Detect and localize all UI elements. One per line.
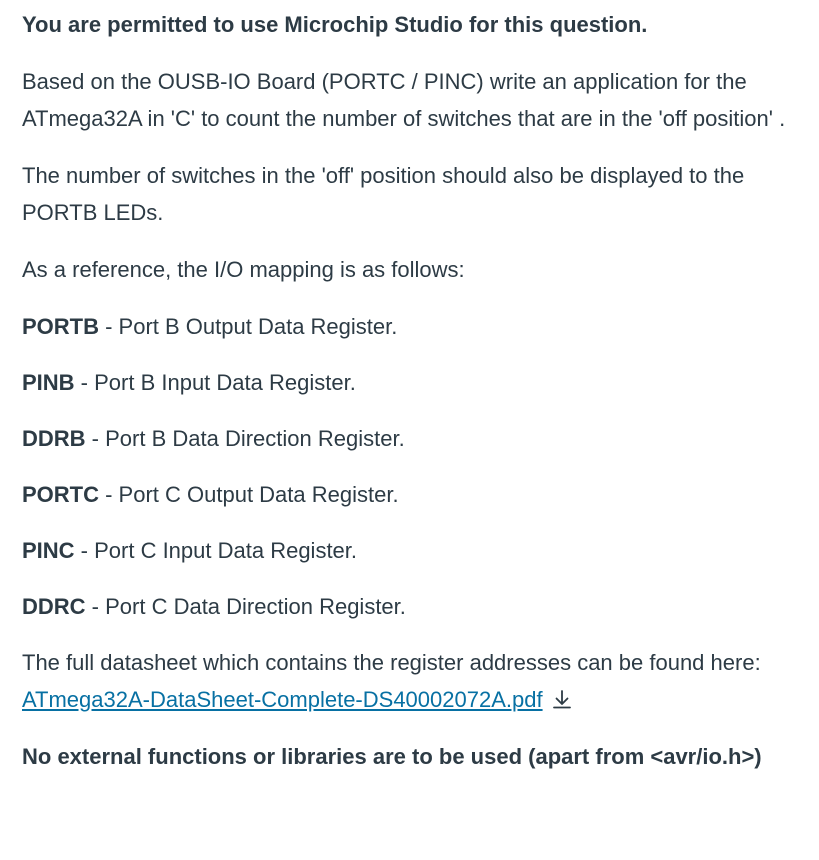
register-name: PORTB (22, 314, 99, 339)
mapping-intro: As a reference, the I/O mapping is as follows: (22, 257, 465, 282)
register-name: PINC (22, 538, 75, 563)
register-row-portb (22, 308, 802, 345)
display-note: The number of switches in the 'off' position should also be displayed to the PORTB LEDs. (22, 163, 745, 225)
register-name: DDRC (22, 594, 86, 619)
register-desc: - Port B Data Direction Register. (85, 426, 405, 451)
question-intro: Based on the OUSB-IO Board (PORTC / PINC) write an application for the ATmega32A in 'C' to count the number of switches that are in the 'off position' . (22, 69, 786, 131)
register-desc: - Port C Input Data Register. (74, 538, 358, 563)
question-heading: You are permitted to use Microchip Studio for this question. (22, 12, 648, 37)
register-row-ddrc (22, 588, 802, 625)
datasheet-link[interactable]: ATmega32A-DataSheet-Complete-DS40002072A.pdf (22, 687, 543, 712)
register-desc: - Port C Data Direction Register. (85, 594, 406, 619)
register-name: DDRB (22, 426, 86, 451)
register-name: PORTC (22, 482, 99, 507)
register-name: PINB (22, 370, 75, 395)
register-row-ddrb (22, 420, 802, 457)
download-icon[interactable] (551, 684, 573, 706)
datasheet-text: The full datasheet which contains the register addresses can be found here: (22, 650, 761, 675)
restriction-note: No external functions or libraries are to be used (apart from <avr/io.h>) (22, 744, 762, 769)
register-row-pinb (22, 364, 802, 401)
register-row-portc (22, 476, 802, 513)
datasheet-paragraph (22, 644, 802, 718)
register-row-pinc (22, 532, 802, 569)
register-desc: - Port C Output Data Register. (99, 482, 399, 507)
register-desc: - Port B Input Data Register. (74, 370, 356, 395)
register-desc: - Port B Output Data Register. (99, 314, 398, 339)
